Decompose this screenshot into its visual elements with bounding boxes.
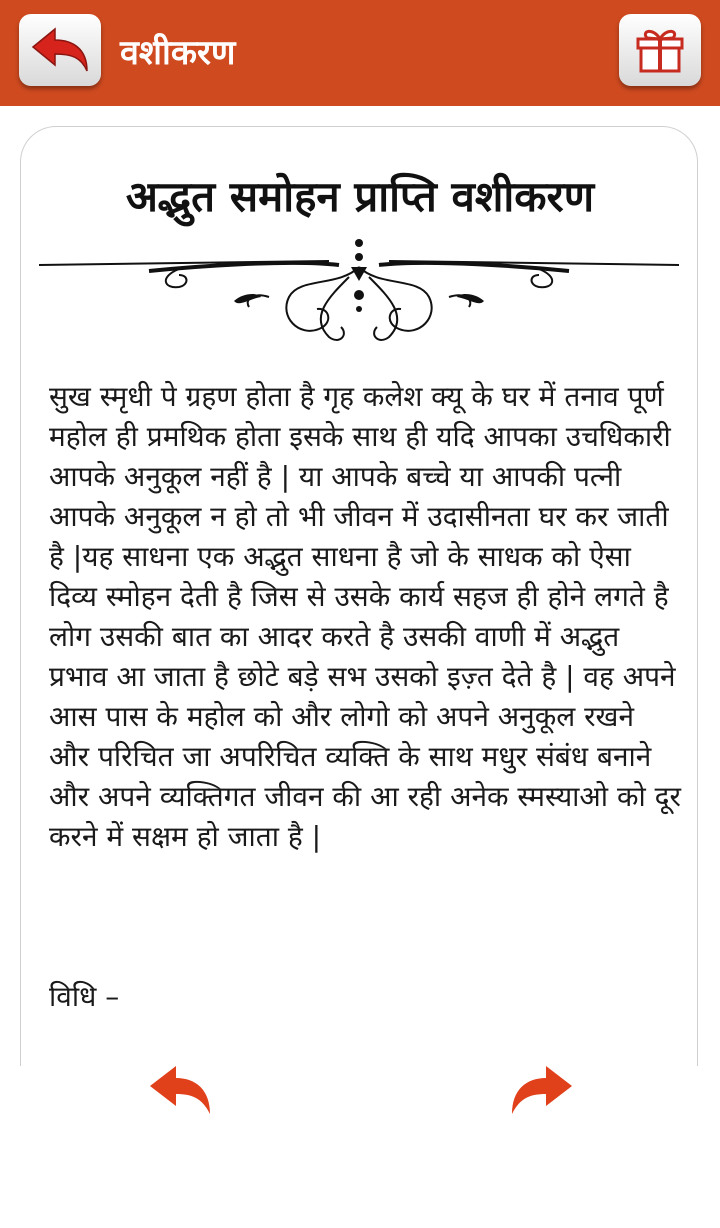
app-title: वशीकरण	[120, 33, 236, 73]
top-app-bar	[0, 0, 720, 106]
prev-arrow-icon	[148, 1064, 214, 1116]
previous-button[interactable]	[146, 1060, 216, 1120]
back-button[interactable]	[19, 14, 101, 86]
gift-button[interactable]	[619, 14, 701, 86]
article-body-text: सुख स्मृधी पे ग्रहण होता है गृह कलेश क्यू के घर में तनाव पूर्ण महोल ही प्रमथिक होता इसके साथ ही यदि आपका उचधिकारी आपके अनुकूल नहीं है | या आपके बच्चे या आपकी पत्नी आपके अनुकूल न हो तो भी जीवन में उदासीनता घर कर जाती है |यह साधना एक अद्भुत साधना है जो के साधक को ऐसा दिव्य स्मोहन देती है जिस से उसके कार्य सहज ही होने लगते है लोग उसकी बात का आदर करते है उसकी वाणी में अद्भुत प्रभाव आ जाता है छोटे बड़े सभ उसको इज़्त देते है | वह अपने आस पास के महोल को और लोगो को अपने अनुकूल रखने और परिचित जा अपरिचित व्यक्ति के साथ मधुर संबंध बनाने और अपने व्यक्तिगत जीवन की आ रही अनेक स्मस्याओ को दूर करने में सक्षम हो जाता है |	[49, 380, 690, 853]
next-arrow-icon	[508, 1064, 574, 1116]
article-title: अद्भुत समोहन प्राप्ति वशीकरण	[125, 172, 595, 221]
ornamental-divider-icon	[39, 237, 679, 347]
back-arrow-icon	[29, 27, 91, 73]
gift-icon	[635, 25, 685, 75]
article-card	[20, 126, 698, 1066]
method-heading: विधि –	[49, 980, 120, 1013]
next-button[interactable]	[506, 1060, 576, 1120]
